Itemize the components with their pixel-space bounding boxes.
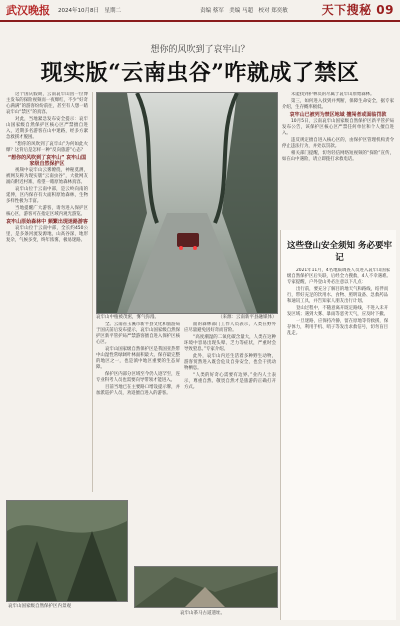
safety-tips-title: 这些登山安全须知 务必要牢记	[287, 241, 392, 263]
main-photo	[96, 92, 278, 314]
paragraph: 面的森林部门工作人员表示，人类在野外应尽量避免因好奇而冒险。	[184, 322, 276, 333]
paragraph: 全。云南省玉溪市新平县文化和旅游局于国庆前后发布提示，哀牢山国家级自然保护区新平管护局严禁游客擅自进入保护区核心区。	[96, 322, 180, 345]
paragraph: 出行前，要充分了解目的地天气和路线，结伴而行，带好充足的饮用水、食物、照明设备、急救药品和通讯工具，并告知家人朋友出行计划。	[287, 287, 389, 304]
forest-road-image	[97, 93, 277, 313]
paper-logo: 武汉晚报	[6, 4, 50, 17]
masthead	[0, 0, 400, 22]
paragraph: 哀牢山位于云南中部，是云岭向南的延伸，区内保存有大面积原始森林，生物多样性极为丰富。	[6, 187, 88, 204]
bottom-mid-photo	[134, 566, 278, 608]
paragraph: 视频中哀牢山云雾缭绕，神秘莫测，被网友称为现实版“云南虫谷”，大批网友涌向附近村寨，希望一睹原始森林真容。	[6, 168, 88, 185]
paragraph: 哀牢山位于云南中部，全长约450公里，是多条河流发源地，山高谷深，地形复杂，气候多变，终年浓雾，极易迷路。	[6, 226, 88, 243]
article-column-3	[184, 322, 276, 562]
bottom-mid-caption: 哀牢山茶马古道遗址。	[180, 611, 225, 616]
paragraph: 违反规定擅自进入核心区的，由保护区管理机构责令停止违法行为，并处以罚款。	[282, 138, 394, 149]
ancient-road-photo-icon	[135, 567, 277, 607]
article-column-4	[282, 92, 394, 226]
editors-line: 责编 蔡军 美编 马超 校对 郑奕敏	[200, 8, 288, 14]
paragraph: “人类的好奇心需要有边界。”业内人士表示，尊重自然、敬畏自然才是旅游的正确打开方式。	[184, 373, 276, 390]
column-divider	[92, 92, 93, 492]
safety-tips-box	[280, 230, 396, 620]
subheading: 哀牢山已被列为禁区地域 擅闯者或面临罚款	[289, 112, 387, 118]
paragraph: 这个国庆假期，云南哀牢山因一位博主发布的探险视频而一夜爆红，不少“好奇心满满”的游客纷纷前往，甚至有人想一睹哀牢山“禁区”的真容。	[6, 92, 88, 115]
section-title: 天下搜秘 09	[321, 3, 394, 17]
article-headline: 现实版“云南虫谷”咋就成了禁区	[40, 60, 360, 86]
bottom-left-photo	[6, 500, 128, 602]
paragraph: 2021年11月，4名地质调查人员进入哀牢山国家级自然保护区后失联，后经全力搜救，4人不幸遇难。专家提醒，户外登山务必注意以下几点：	[287, 268, 391, 285]
paragraph: 第三，如何进入找到并判断，保障生命安全，据专家介绍，生存概率极低。	[282, 99, 394, 110]
paragraph: “高度潮湿的二氧化碳含量大，人类在这种环境中容易出现头晕、乏力等症状，严重时会导致窒息。”专家介绍。	[184, 335, 276, 352]
paragraph: 此外，哀牢山内还生活着多种野生动物，游客贸然进入既会危及自身安全，也会干扰动物栖息。	[184, 354, 276, 371]
subheading: 哀牢山原始森林中 频繁出现迷路游客	[6, 219, 88, 225]
bottom-left-caption: 哀牢山国家级自然保护区内景观	[8, 604, 71, 609]
paragraph: 相关部门提醒，切勿轻信网络短视频的“探险”宣传，如在山中遇险，请立即拨打求救电话。	[282, 151, 394, 162]
issue-date: 2024年10月8日 星期二	[58, 8, 121, 14]
main-photo-credit: （来源：云南新平县融媒体）	[218, 315, 277, 320]
paragraph: 哀牢山国家级自然保护区是我国亚热带中山湿性常绿阔叶林面积最大、保存最完整的地区之一，也是滇中地区重要的生态屏障。	[96, 347, 180, 370]
safety-tips-body	[287, 268, 391, 613]
paragraph: “想你的风吹到了哀牢山”为何如此火爆？这背后是怎样一种“反向旅游”心态？	[6, 142, 88, 153]
paragraph: 对此，当地紧急发布安全提示：哀牢山国家级自然保护区核心区严禁擅自进入，近期多名游客在山中迷路，经多方紧急救援才脱困。	[6, 117, 88, 140]
paragraph: 当地提醒广大游客，请勿进入保护区核心区，游客可在指定区域内观光游览。	[6, 206, 88, 217]
paragraph: 10月5日，云南哀牢山国家级自然保护区新平管护局发布公告，该保护区核心区严禁任何单位和个人擅自进入。	[282, 119, 394, 136]
main-photo-caption: 哀牢山中植被茂密，雾气弥漫。	[96, 315, 159, 320]
paragraph: 保护区内部分区域至今仍人迹罕至，连专业科考人员也需要向导带领才能进入。	[96, 372, 180, 383]
paragraph: 登山过程中，不随意离开既定路线，不进入未开发区域；遇到大雾、暴雨等恶劣天气，应及时下撤。	[287, 306, 389, 317]
forest-photo-icon	[7, 501, 127, 601]
paragraph: 一旦迷路，应保持冷静，留在原地等待救援，保存体力，利用手机、哨子等发出求救信号，切勿盲目乱走。	[287, 319, 389, 336]
paragraph: 目前当地已在主要路口增设提示牌，并加派巡护人员，劝返擅自进入的游客。	[96, 385, 180, 396]
paragraph: 未能找到护林员的尽属于哀牢山原始森林。	[291, 92, 375, 97]
subheading: “想你的风吹到了哀牢山” 哀牢山国家级自然保护区	[7, 155, 87, 167]
article-subtitle: 想你的风吹到了哀牢山？	[150, 45, 250, 55]
